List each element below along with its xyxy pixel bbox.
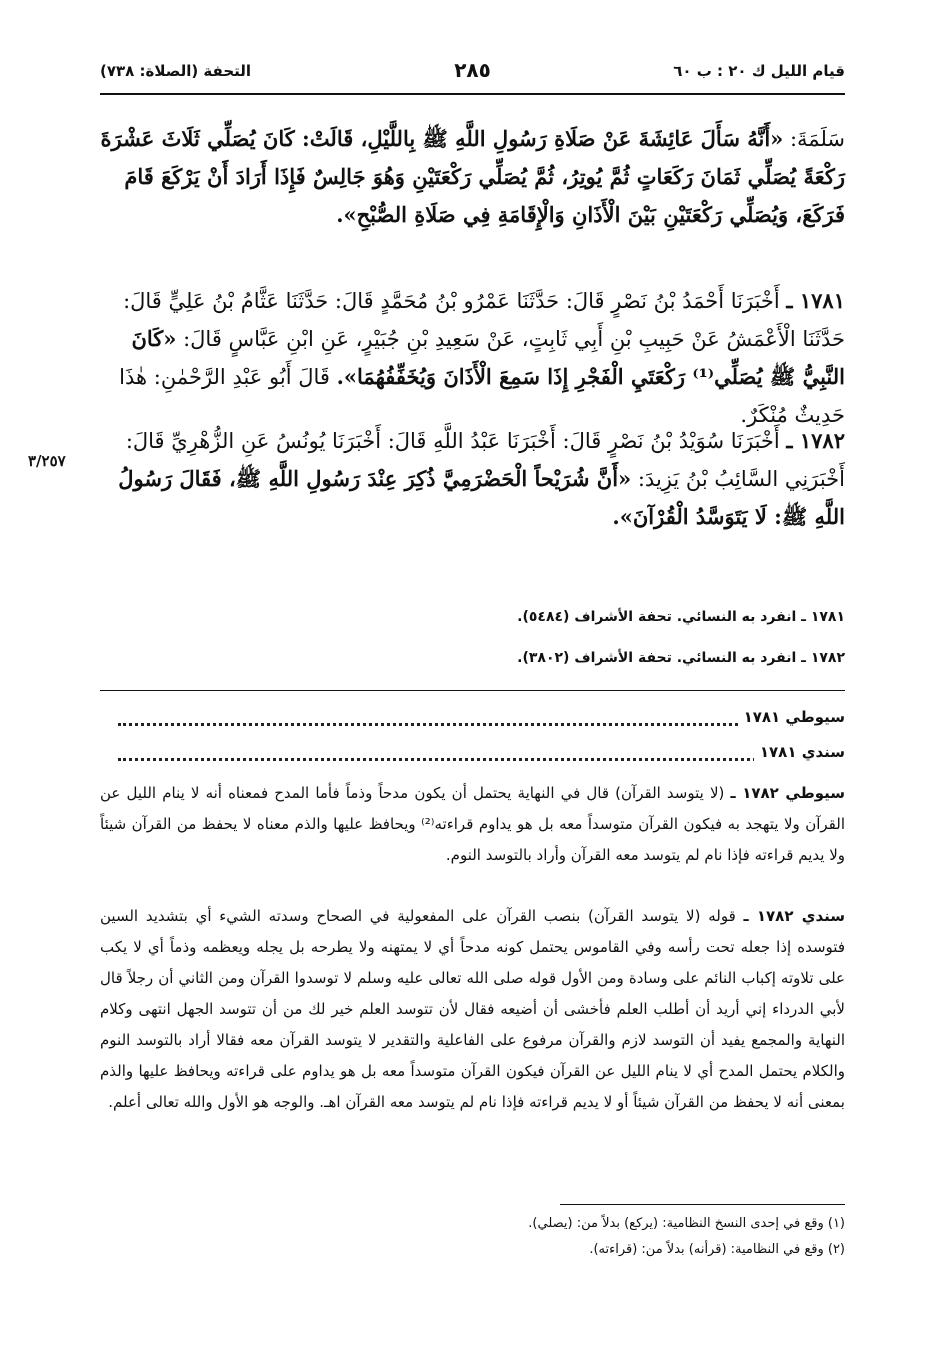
running-header (100, 58, 845, 92)
hadith-1781-comment: قَالَ أَبُو عَبْدِ الرَّحْمٰنِ: هٰذَا حَدِيثٌ مُنْكَرٌ. (119, 365, 845, 427)
header-tuhfa-ref: التحفة (الصلاة: ٧٣٨) (100, 62, 252, 80)
page-number: ٢٨٥ (454, 58, 491, 82)
sindi-1782-commentary (100, 901, 845, 1118)
hadith-1780-matn: «أَنَّهُ سَأَلَ عَائِشَةَ عَنْ صَلَاةِ رَسُولِ اللَّهِ ﷺ بِاللَّيْلِ، قَالَتْ: كَانَ يُصَلِّي ثَلَاثَ عَشْرَةَ رَكْعَةً يُصَلِّي ثَمَانَ رَكَعَاتٍ ثُمَّ يُوتِرُ، ثُمَّ يُصَلِّي رَكْعَتَيْنِ وَهُوَ جَالِسٌ فَإِذَا أَرَادَ أَنْ يَرْكَعَ قَامَ فَرَكَعَ، وَيُصَلِّي رَكْعَتَيْنِ بَيْنَ الْأَذَانِ وَالْإِقَامَةِ فِي صَلَاةِ الصُّبْحِ». (100, 126, 845, 227)
dotted-leader (118, 723, 845, 726)
sindi-1782-label: سندي ١٧٨٢ ـ (743, 907, 845, 925)
hadith-1782 (100, 422, 845, 536)
hadith-1782-isnad: أَخْبَرَنَا سُوَيْدُ بْنُ نَصْرٍ قَالَ: أَخْبَرَنَا عَبْدُ اللَّهِ قَالَ: أَخْبَرَنَا يُونُسُ عَنِ الزُّهْرِيِّ قَالَ: أَخْبَرَنِي السَّائِبُ بْنُ يَزِيدَ: (125, 429, 845, 491)
header-divider (100, 93, 845, 95)
sindi-1782-text: قوله (لا يتوسد القرآن) بنصب القرآن على المفعولية في الصحاح وسدته الشيء أي بتشديد السين فتوسده إذا جعله تحت رأسه وفي القاموس يحتمل كونه مدحاً أي لا يمتهنه ولا يطرحه بل يجله ويعظمه وذماً أي لا يكب على تلاوته إكباب النائم على وسادة ومن الأول قوله صلى الله تعالى عليه وسلم لا توسدوا القرآن ومن الثاني أن رجلاً قال لأبي الدرداء إني أريد أن أطلب العلم فأخشى أن أضيعه فقال لأن تتوسد العلم خير لك من أن تتوسد الجهل انتهى وكلام النهاية والمجمع يفيد أن التوسد لازم والقرآن مرفوع على الفاعلية والتقدير لا يتوسد القرآن معه فقالا أراد بالتوسد النوم والكلام يحتمل المدح أي لا ينام الليل عن القرآن فيكون القرآن متوسداً معه بل هو يداوم على قراءته ويحافظ عليها والذم بمعنى أنه لا يحفظ من القرآن شيئاً أو لا يديم قراءته فإذا نام لم يتوسد معه القرآن اهـ. والوجه هو الأول والله تعالى أعلم. (100, 907, 845, 1111)
header-chapter-ref: قيام الليل ك ٢٠ : ب ٦٠ (673, 62, 845, 80)
hadith-1781-isnad: أَخْبَرَنَا أَحْمَدُ بْنُ نَصْرٍ قَالَ: حَدَّثَنَا عَمْرُو بْنُ مُحَمَّدٍ قَالَ: حَدَّثَنَا عَثَّامُ بْنُ عَلِيٍّ قَالَ: حَدَّثَنَا الْأَعْمَشُ عَنْ حَبِيبِ بْنِ أَبِي ثَابِتٍ، عَنْ سَعِيدِ بْنِ جُبَيْرٍ، عَنِ ابْنِ عَبَّاسٍ قَالَ: (123, 289, 845, 351)
hadith-1780-intro: سَلَمَةَ: (783, 127, 845, 151)
hadith-1781 (100, 282, 845, 434)
sindi-1781-row (118, 743, 845, 767)
suyuti-1782-text: (لا يتوسد القرآن) قال في النهاية يحتمل أن يكون مدحاً وذماً فأما المدح فمعناه أنه لا ينام الليل عن القرآن ولا يتهجد به فيكون القرآن متوسداً معه بل هو يداوم قراءته⁽²⁾ ويحافظ عليها والذم معناه لا يحفظ من القرآن شيئاً ولا يديم قراءته فإذا نام لم يتوسد معه القرآن وأراد بالتوسد النوم. (100, 784, 845, 864)
footnote-divider (560, 1204, 845, 1205)
suyuti-1781-label: سيوطي ١٧٨١ (738, 708, 845, 726)
volume-page-margin-ref: ٣/٢٥٧ (28, 452, 66, 470)
sindi-1781-label: سندي ١٧٨١ (754, 743, 845, 761)
suyuti-1781-row (118, 708, 845, 732)
footnote-2: (٢) وقع في النظامية: (قرأنه) بدلاً من: (قراءته). (589, 1242, 845, 1257)
takhrij-note-1782: ١٧٨٢ ـ انفرد به النسائي. تحفة الأشراف (٣٨٠٢). (517, 650, 845, 666)
hadith-1782-matn: «أَنَّ شُرَيْحاً الْحَضْرَمِيَّ ذُكِرَ عِنْدَ رَسُولِ اللَّهِ ﷺ، فَقَالَ رَسُولُ اللَّهِ ﷺ: لَا يَتَوَسَّدُ الْقُرْآنَ». (118, 466, 845, 529)
hadith-1781-matn: «كَانَ النَّبِيُّ ﷺ يُصَلِّي⁽¹⁾ رَكْعَتَيِ الْفَجْرِ إِذَا سَمِعَ الْأَذَانَ وَيُخَفِّفُهُمَا». (131, 326, 845, 389)
suyuti-1782-label: سيوطي ١٧٨٢ ـ (730, 784, 845, 802)
suyuti-1782-commentary (100, 778, 845, 871)
footnote-1: (١) وقع في إحدى النسخ النظامية: (يركع) بدلاً من: (يصلي). (528, 1216, 845, 1231)
hadith-1780-continuation (100, 120, 845, 234)
takhrij-note-1781: ١٧٨١ ـ انفرد به النسائي. تحفة الأشراف (٥٤٨٤). (517, 609, 845, 625)
hadith-1781-number: ١٧٨١ ـ (786, 288, 845, 313)
dotted-leader (118, 758, 845, 761)
commentary-divider (100, 690, 845, 691)
hadith-1782-number: ١٧٨٢ ـ (786, 428, 845, 453)
